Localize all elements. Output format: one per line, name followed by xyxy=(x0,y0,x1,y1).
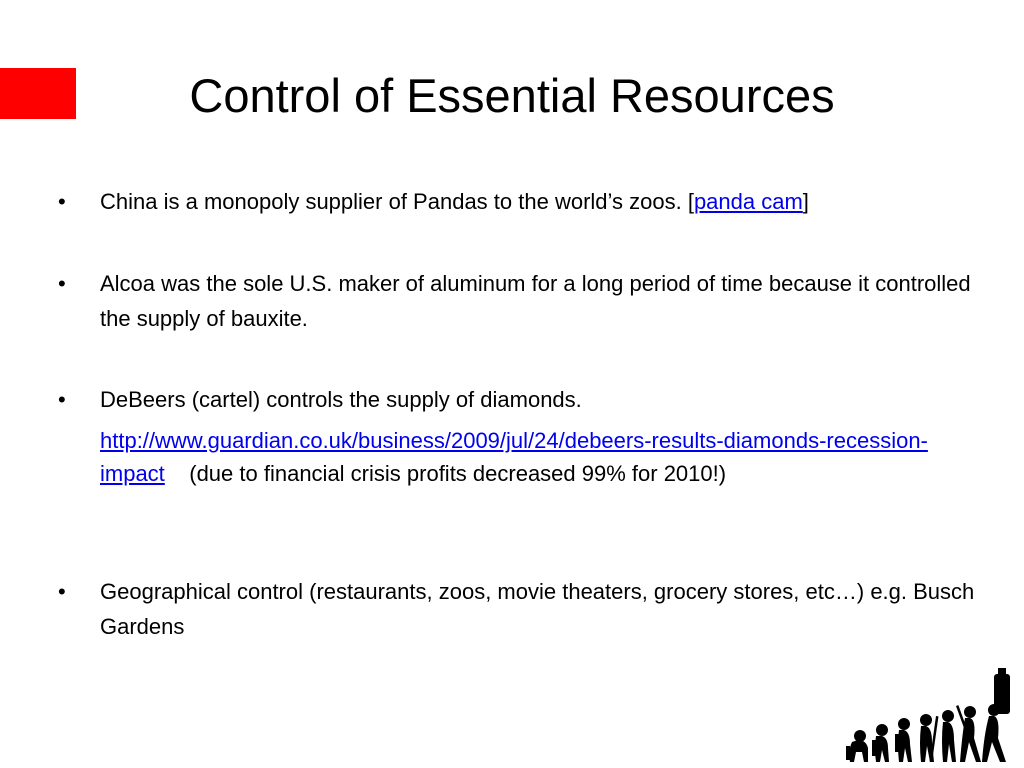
debeers-link-paragraph xyxy=(100,424,958,490)
bullet-text: Alcoa was the sole U.S. maker of aluminum for a long period of time because it controlled the supply of bauxite. xyxy=(100,271,971,331)
bullet-text: China is a monopoly supplier of Pandas to the world’s zoos. [ xyxy=(100,189,694,214)
slide-title: Control of Essential Resources xyxy=(189,69,835,122)
bullet-text: DeBeers (cartel) controls the supply of diamonds. xyxy=(100,387,582,412)
bullet-debeers xyxy=(58,382,1000,417)
guardian-article-link[interactable]: http://www.guardian.co.uk/business/2009/jul/24/debeers-results-diamonds-recession-impact xyxy=(100,428,928,486)
bullet-text: Geographical control (restaurants, zoos, movie theaters, grocery stores, etc…) e.g. Busch Gardens xyxy=(100,579,975,639)
panda-cam-link[interactable]: panda cam xyxy=(693,189,803,214)
human-evolution-icon xyxy=(844,668,1014,764)
bullet-dot: • xyxy=(58,579,66,604)
bullet-text-after: ] xyxy=(802,189,809,214)
bullet-dot: • xyxy=(58,271,66,296)
bullet-geographical-control xyxy=(58,574,1000,644)
bullet-dot: • xyxy=(58,387,66,412)
debeers-note: (due to financial crisis profits decreased 99% for 2010!) xyxy=(189,461,727,486)
bullet-alcoa xyxy=(58,266,1000,336)
bullet-dot: • xyxy=(58,189,66,214)
bullet-china-pandas xyxy=(58,184,1000,219)
